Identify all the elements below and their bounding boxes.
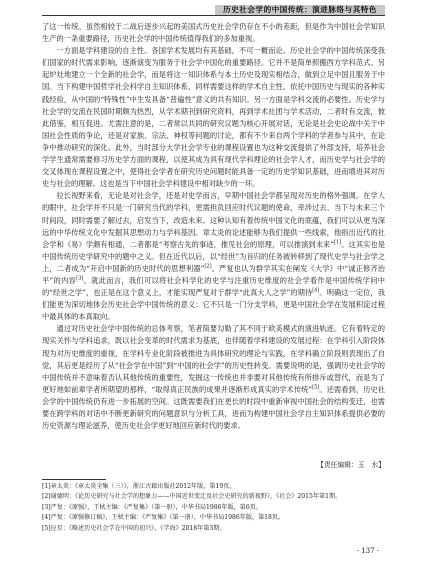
- body-paragraph: [42, 45, 385, 190]
- paragraph-text: 。就此而言，我们可以将社会科学化的史学与注重历史维度的社会学看作是中国传统学问中的“经世之学”，也正是在这个意义上，才能实现严复对于群学“此真大人之学”的期待: [42, 275, 385, 298]
- footnote-marker: [4]: [42, 514, 51, 522]
- citation-marker: [3]: [76, 275, 84, 282]
- footnote-item: [42, 482, 385, 492]
- citation-marker: [4]: [312, 287, 320, 294]
- footnote-marker: [2]: [42, 493, 51, 501]
- footnotes: [42, 482, 385, 538]
- citation-marker: [2]: [204, 263, 212, 270]
- editor-note: 【责任编辑：玉 水】: [317, 461, 385, 469]
- footnote-item: [42, 492, 385, 502]
- page-number: · 137 ·: [356, 547, 379, 555]
- footnote-rule: [42, 479, 106, 480]
- paragraph-text: 了这一传统。虽然相较于二战后逐步兴起的美国式历史社会学仍存在不小的差距，但是作为中国社会学知识生产的一条重要路径，历史社会学的中国传统值得我们的多加重视。: [42, 22, 385, 44]
- footnote-marker: [3]: [42, 503, 51, 511]
- paragraph-text: 。还需看到，历史社会学的中国传统仍有进一步拓展的空间。这既需要我们在更长的时段中重新审视中国社会的结构变迁，也需要在跨学科的对话中不断更新研究的问题意识与分析工具，进而为构建中国社会学自主知识体系提供必要的历史资源与理论滋养，使历史社会学更好地回应新时代的要求。: [42, 384, 385, 431]
- footnote-marker: [1]: [42, 483, 51, 490]
- footnote-item: [42, 524, 385, 534]
- footnote-text: 严复：《原强修订稿》，王栻主编：《严复集》（第一册），中华书局1986年版，第18页。: [50, 514, 285, 522]
- footnote-item: [42, 513, 385, 523]
- body-paragraph: [42, 190, 385, 323]
- citation-marker: [5]: [312, 384, 320, 391]
- footnote-text: 严复：《原强》，王栻主编：《严复集》（第一册），中华书局1986年版，第6页。: [50, 503, 262, 511]
- body-paragraph: [42, 21, 385, 45]
- running-title: 历史社会学的中国传统：演进脉络与其特色: [215, 5, 385, 15]
- citation-marker: [1]: [334, 239, 342, 246]
- paragraph-text: 通过对历史社会学中国传统的总体考察，笔者简要勾勒了其不同于欧美模式的演进轨迹。它有着特定的现实关怀与学科追求，既以社会变革的时代需求为基底，也伴随着学科建设的发展过程：在学科引入阶段体现为对历史维度的重视，在学科专业化阶段被推进为具体研究的理论与实践，在学科确立阶段则表现出了自觉，其后更是经历了从“社会学在中国”到“中国的社会学”的历史性转变。需要说明的是，强调历史社会学的中国传统并不意味着否认其他传统的重要性，发掘这一传统也并非要对其他传统有所排斥或替代，而是为了更好地如前辈学者所期望的那样，“取得真正民族的成果并逐渐形成真实的学术传统”: [42, 324, 385, 394]
- footnote-marker: [5]: [42, 524, 51, 532]
- body-paragraph: [42, 323, 385, 432]
- paragraph-text: 一方面是学科建设的自主性。各国学术发展均有其基础，不可一概而论。历史社会学的中国传统深受我们国家的时代需求影响，逐渐演变为服务于社会学中国化的重要路径。它并不是简单照搬西方学科范式、另起炉灶地建立一个全新的社会学，而是将这一知识体系与本土历史及现实相结合，做到立足中国且服务于中国。当下构建中国哲学社会科学自主知识体系，同样需要这样的学术自主性，依托中国历史与现实的各种实践经验，从中国的“特殊性”中生发具备“普遍性”意义的共有知识。另一方面是学科交流的必要性。历史学与社会学的交流在民国时期颇为热烈，从学术期刊到研究资料，再到学术社团与学术活动，二者时有交流，彼此借鉴，相互促进。尤需注意的是，二者常以共同的研究议题为核心开展对话，无论是社会史论战中关于中国社会性质的争论，还是对家族、宗法、神权等问题的讨论，都有不少来自两个学科的学者参与其中，在论争中推动研究的深化。此外，当时部分大学社会学专业的课程设置也为这种交流提供了外部支持，培养社会学学生通常需要修习历史学方面的课程，以使其成为具有现代学科理论的社会学人才，而历史学与社会学的交叉体现在课程设置之中，使得社会学者在研究历史问题时能具备一定的历史学知识基础，进而增进其对历史与社会的理解。这也是当下中国社会学科建设中相对缺少的一环。: [42, 46, 385, 189]
- footnote-item: [42, 503, 385, 513]
- paragraph-text: 。严复也认为群学其实在阐发《大学》中“诚正修齐治平”的内容: [42, 263, 385, 285]
- footnote-text: 谢德明：《论历史研究与社会学的想象力——中国近世变迁及社会史研究的新视野》，《社会》2015年第1期。: [50, 493, 342, 501]
- paragraph-text: 。这其实也是中国传统历史学研究中的题中之义。但在近代以后，以“经世”为旨归的任务被转移到了现代史学与社会学之上，二者成为“开启中国新的历史时代的思想利器”: [42, 239, 385, 273]
- article-body: [42, 21, 385, 455]
- footnote-text: 章太炎：《章太炎全集（三）》，浙江古籍出版社2012年版，第19页。: [50, 483, 236, 490]
- footnote-text: 应星：《略述历史社会学在中国的初兴》，《学海》2018年第3期。: [50, 524, 226, 532]
- paragraph-text: 拉长视野来看，无论是对社会学，还是对史学而言，早期中国社会学都呈现对历史的格外强调。在学人的眼中，社会学并不只是一门研究当代的学科，更需担负回应时代议题的使命，牵涉过去、当下与未来三个时间段，同时需要了解过去，启发当下，改造未来。这种认知有着传统中国文化的底蕴，我们可以从更为深远的中华传统文化中发掘其思想动力与学科基因。章太炎的论述能够为我们提供一些线索，他指出近代的社会学和《易》学颇有相通，二者都是“考察古先的事迹，推见社会的原理，可以推演到未来”: [42, 191, 385, 249]
- header-rule: [42, 15, 385, 16]
- paragraph-text: 。明确这一定位，我们能更为深切地体会历史社会学中国传统的意义：它不只是一门分支学科，更是中国社会学在发展积淀过程中最具体的本真取向。: [42, 288, 385, 322]
